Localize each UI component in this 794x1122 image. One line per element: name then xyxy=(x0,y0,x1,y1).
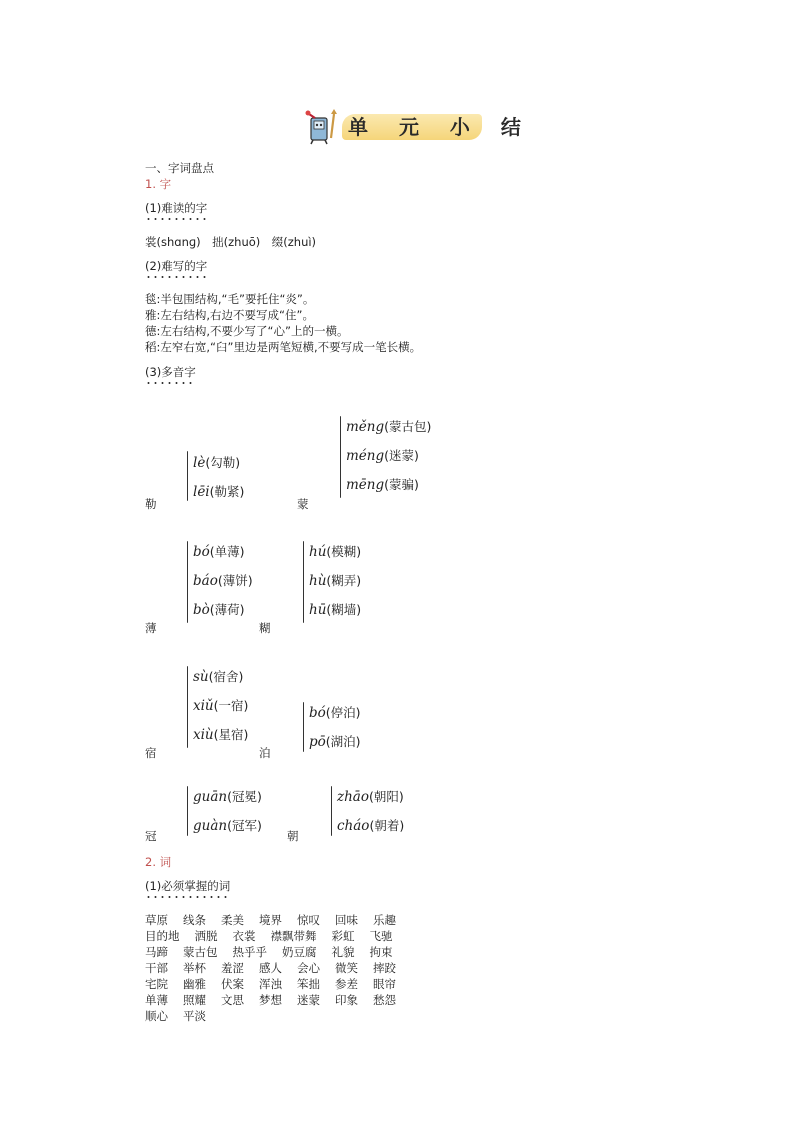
poly-char: 泊 xyxy=(259,746,271,760)
brace xyxy=(340,416,341,498)
poly-reading: sù(宿舍) xyxy=(193,669,244,685)
word: 会心 xyxy=(297,961,320,975)
word: 幽雅 xyxy=(183,977,206,991)
word: 伏案 xyxy=(221,977,244,991)
must-words-title: (1)必须掌握的词 xyxy=(145,879,231,893)
poly-reading: pō(湖泊) xyxy=(309,734,361,750)
word: 干部 xyxy=(145,961,168,975)
poly-reading: hū(糊墙) xyxy=(309,602,362,618)
poly-char: 冠 xyxy=(145,829,157,843)
word: 微笑 xyxy=(335,961,358,975)
word: 热乎乎 xyxy=(232,945,267,959)
word: 羞涩 xyxy=(221,961,244,975)
word: 草原 xyxy=(145,913,168,927)
word: 拘束 xyxy=(369,945,393,959)
hard-write-line: 稻:左窄右宽,“臼”里边是两笔短横,不要写成一笔长横。 xyxy=(145,340,422,354)
poly-reading: xiǔ(一宿) xyxy=(193,698,249,714)
brace xyxy=(187,451,188,501)
word: 蒙古包 xyxy=(183,945,218,959)
hard-read-chars: 裳(shɑnɡ) 拙(zhuō) 缀(zhuì) xyxy=(145,235,317,249)
word-row xyxy=(145,976,411,992)
poly-char: 蒙 xyxy=(297,497,309,511)
word: 迷蒙 xyxy=(297,993,320,1007)
section-heading: 一、字词盘点 xyxy=(145,161,214,175)
word: 举杯 xyxy=(183,961,206,975)
word: 目的地 xyxy=(145,929,180,943)
word: 梦想 xyxy=(259,993,282,1007)
poly-reading: lēi(勒紧) xyxy=(193,484,245,500)
word: 奶豆腐 xyxy=(282,945,317,959)
word: 照耀 xyxy=(183,993,206,1007)
brace xyxy=(303,702,304,752)
hard-write-line: 雅:左右结构,右边不要写成“住”。 xyxy=(145,308,314,322)
hard-read-title: (1)难读的字 xyxy=(145,201,208,215)
poly-reading: hú(模糊) xyxy=(309,544,362,560)
word: 宅院 xyxy=(145,977,168,991)
poly-reading: měng(蒙古包) xyxy=(346,419,432,435)
word: 平淡 xyxy=(183,1009,206,1023)
poly-char: 宿 xyxy=(145,746,157,760)
word-row xyxy=(145,1008,411,1024)
word: 感人 xyxy=(259,961,282,975)
word: 浑浊 xyxy=(259,977,282,991)
word: 线条 xyxy=(183,913,206,927)
word: 顺心 xyxy=(145,1009,168,1023)
word: 愁怨 xyxy=(373,993,396,1007)
word: 回味 xyxy=(335,913,358,927)
word: 柔美 xyxy=(221,913,244,927)
word-row xyxy=(145,912,411,928)
poly-reading: bó(单薄) xyxy=(193,544,245,560)
poly-reading: zhāo(朝阳) xyxy=(337,789,404,805)
word-row xyxy=(145,992,411,1008)
poly-char: 薄 xyxy=(145,621,157,635)
poly-reading: bò(薄荷) xyxy=(193,602,245,618)
word: 乐趣 xyxy=(373,913,396,927)
poly-reading: guàn(冠军) xyxy=(193,818,262,834)
subsection-heading-words: 2. 词 xyxy=(145,855,172,869)
word: 马蹄 xyxy=(145,945,168,959)
brace xyxy=(331,786,332,836)
word: 文思 xyxy=(221,993,244,1007)
word: 彩虹 xyxy=(331,929,355,943)
poly-reading: bó(停泊) xyxy=(309,705,361,721)
word: 境界 xyxy=(259,913,282,927)
subsection-heading-chars: 1. 字 xyxy=(145,177,172,191)
word: 摔跤 xyxy=(373,961,396,975)
word: 礼貌 xyxy=(331,945,355,959)
poly-reading: méng(迷蒙) xyxy=(346,448,419,464)
brace xyxy=(187,786,188,836)
word: 眼帘 xyxy=(373,977,396,991)
word: 参差 xyxy=(335,977,358,991)
hard-write-title: (2)难写的字 xyxy=(145,259,208,273)
polyphonic-title: (3)多音字 xyxy=(145,365,196,379)
poly-reading: xiù(星宿) xyxy=(193,727,249,743)
hard-write-line: 德:左右结构,不要少写了“心”上的一横。 xyxy=(145,324,349,338)
poly-reading: mēng(蒙骗) xyxy=(346,477,419,493)
poly-reading: báo(薄饼) xyxy=(193,573,253,589)
poly-reading: cháo(朝着) xyxy=(337,818,405,834)
hard-write-line: 毯:半包围结构,“毛”要托住“炎”。 xyxy=(145,292,315,306)
word: 印象 xyxy=(335,993,358,1007)
poly-char: 糊 xyxy=(259,621,271,635)
word-row xyxy=(145,944,411,960)
word: 笨拙 xyxy=(297,977,320,991)
brace xyxy=(303,541,304,623)
word: 飞驰 xyxy=(369,929,393,943)
word: 衣裳 xyxy=(232,929,256,943)
poly-char: 朝 xyxy=(287,829,299,843)
brace xyxy=(187,541,188,623)
brace xyxy=(187,666,188,748)
page-title: 单 元 小 结 xyxy=(348,115,533,139)
word: 单薄 xyxy=(145,993,168,1007)
word: 洒脱 xyxy=(194,929,218,943)
mascot-icon xyxy=(301,108,341,146)
word-grid xyxy=(145,912,411,1024)
poly-char: 勒 xyxy=(145,497,157,511)
word: 惊叹 xyxy=(297,913,320,927)
poly-reading: lè(勾勒) xyxy=(193,455,241,471)
poly-reading: guān(冠冕) xyxy=(193,789,262,805)
word: 襟飘带舞 xyxy=(270,929,317,943)
poly-reading: hù(糊弄) xyxy=(309,573,362,589)
word-row xyxy=(145,928,411,944)
word-row xyxy=(145,960,411,976)
